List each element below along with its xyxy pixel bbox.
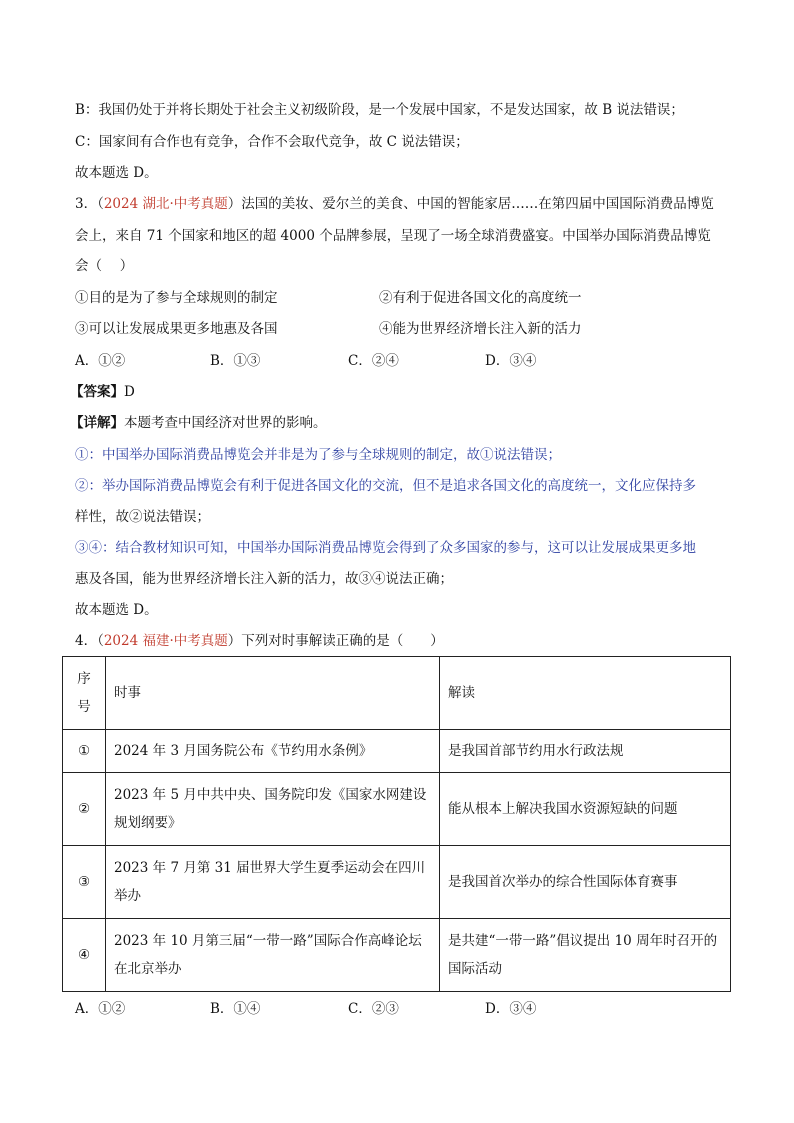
q3-number: 3． [75, 196, 98, 212]
option-c-explanation: C：国家间有合作也有竞争，合作不会取代竞争，故 C 说法错误； [75, 134, 469, 150]
q4-stem [75, 632, 444, 650]
q3-statement-2: ②有利于促进各国文化的高度统一 [379, 290, 582, 306]
row-interpretation: 是我国首部节约用水行政法规 [440, 730, 731, 773]
table-row [63, 730, 731, 773]
row-index: ③ [63, 846, 106, 919]
header-index: 序号 [63, 657, 106, 730]
q3-option-a: A．①② [75, 353, 126, 369]
q3-option-b: B．①③ [210, 353, 261, 369]
q3-source: 2024 湖北·中考真题 [103, 196, 228, 212]
q4-source-open: （ [97, 633, 104, 649]
q3-conclusion: 故本题选 D。 [75, 602, 158, 618]
row-event: 2023 年 10 月第三届“一带一路”国际合作高峰论坛在北京举办 [106, 919, 440, 992]
q4-source: 2024 福建·中考真题 [103, 633, 228, 649]
q3-detail-2a: ②：举办国际消费品博览会有利于促进各国文化的交流，但不是追求各国文化的高度统一，文化应保持多 [75, 478, 696, 494]
q4-number: 4． [75, 633, 98, 649]
q3-stem-line2: 会上，来自 71 个国家和地区的超 4000 个品牌参展，呈现了一场全球消费盛宴。中国举办国际消费品博览 [75, 228, 711, 244]
conclusion-q2: 故本题选 D。 [75, 165, 158, 181]
q4-option-b: B．①④ [210, 1001, 261, 1017]
q3-source-open: （ [97, 196, 104, 212]
q3-statement-3: ③可以让发展成果更多地惠及各国 [75, 321, 278, 337]
q3-statement-1: ①目的是为了参与全球规则的制定 [75, 290, 278, 306]
q3-statement-4: ④能为世界经济增长注入新的活力 [379, 321, 582, 337]
q3-option-c: C．②④ [348, 353, 399, 369]
header-interpretation: 解读 [440, 657, 731, 730]
row-event: 2023 年 5 月中共中央、国务院印发《国家水网建设规划纲要》 [106, 773, 440, 846]
q3-stem-line1 [75, 195, 714, 213]
row-event: 2024 年 3 月国务院公布《节约用水条例》 [106, 730, 440, 773]
row-interpretation: 是我国首次举办的综合性国际体育赛事 [440, 846, 731, 919]
detail-intro: 本题考查中国经济对世界的影响。 [124, 415, 327, 431]
q4-option-a: A．①② [75, 1001, 126, 1017]
header-event: 时事 [106, 657, 440, 730]
row-interpretation: 是共建“一带一路”倡议提出 10 周年时召开的国际活动 [440, 919, 731, 992]
q3-detail-1: ①：中国举办国际消费品博览会并非是为了参与全球规则的制定，故①说法错误； [75, 447, 561, 463]
q4-table [62, 656, 731, 992]
option-b-explanation: B：我国仍处于并将长期处于社会主义初级阶段，是一个发展中国家，不是发达国家，故 B 说法错误； [75, 102, 684, 118]
table-row [63, 773, 731, 846]
row-index: ① [63, 730, 106, 773]
q3-stem-text: 法国的美妆、爱尔兰的美食、中国的智能家居……在第四届中国国际消费品博览 [241, 196, 714, 212]
table-header-row [63, 657, 731, 730]
q3-detail-3b: 惠及各国，能为世界经济增长注入新的活力，故③④说法正确； [75, 571, 453, 587]
q4-stem-text: 下列对时事解读正确的是（ ） [241, 633, 444, 649]
table-row [63, 919, 731, 992]
q4-source-close: ） [227, 633, 242, 649]
q4-option-c: C．②③ [348, 1001, 399, 1017]
q3-option-d: D．③④ [485, 353, 537, 369]
q3-detail-2b: 样性，故②说法错误； [75, 509, 210, 525]
q3-detail-3a: ③④：结合教材知识可知，中国举办国际消费品博览会得到了众多国家的参与，这可以让发展成果更多地 [75, 540, 696, 556]
row-interpretation: 能从根本上解决我国水资源短缺的问题 [440, 773, 731, 846]
q3-stem-line3: 会（ ） [75, 258, 134, 274]
row-index: ④ [63, 919, 106, 992]
q3-answer [70, 383, 135, 401]
table-row [63, 846, 731, 919]
q4-option-d: D．③④ [485, 1001, 537, 1017]
row-index: ② [63, 773, 106, 846]
detail-label: 【详解】 [70, 415, 124, 431]
q3-source-close: ） [227, 196, 242, 212]
answer-value: D [124, 384, 135, 400]
row-event: 2023 年 7 月第 31 届世界大学生夏季运动会在四川举办 [106, 846, 440, 919]
answer-label: 【答案】 [70, 384, 124, 400]
q3-detail [70, 414, 327, 432]
